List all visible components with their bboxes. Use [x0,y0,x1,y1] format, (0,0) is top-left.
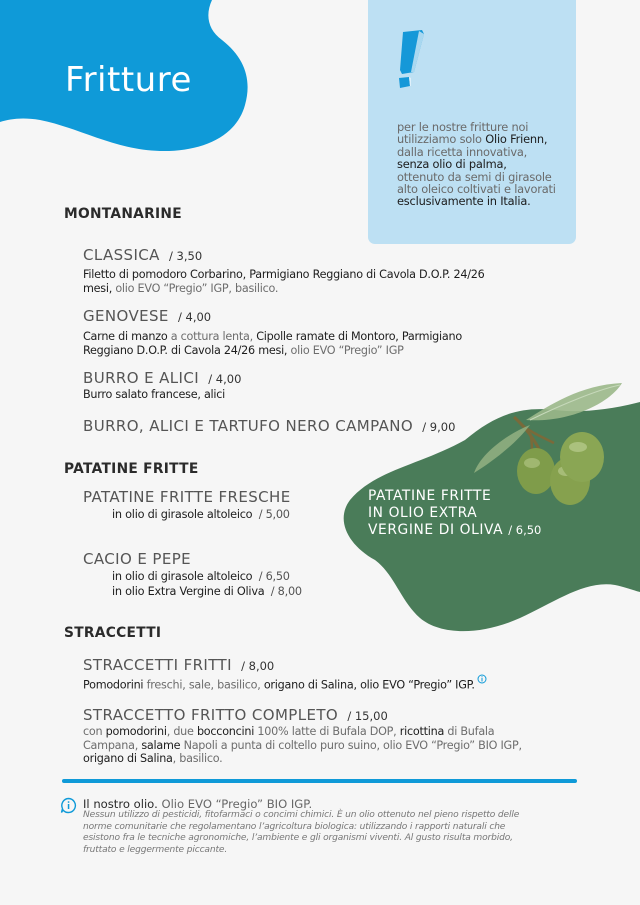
desc-text: mesi, [83,281,113,295]
menu-item-cacio-e-pepe: CACIO E PEPE [83,550,192,568]
desc-text-light: , due [166,725,197,738]
divider [62,779,577,783]
desc-text-light: di Bufala Campana, [83,725,495,752]
item-price: / 4,00 [177,310,212,324]
option-price: / 8,00 [270,585,302,598]
item-price: / 8,00 [241,659,275,673]
item-description [83,674,487,692]
olive-branch-icon [470,375,630,505]
item-option [112,584,302,600]
option-label: in olio di girasole altoleico [112,508,253,521]
notice-text-bold: esclusivamente in Italia. [397,194,531,209]
notice-text-part: dalla ricetta innovativa, [397,144,528,159]
menu-item-classica [83,246,202,264]
featured-item-patatine-evo [368,488,541,539]
desc-text: ricottina [399,725,445,738]
option-price: / 5,00 [258,508,290,521]
featured-line: VERGINE DI OLIVA [368,522,504,538]
menu-item-straccetti-fritti [83,656,274,674]
option-label: in olio Extra Vergine di Oliva [112,585,265,598]
item-description [83,268,553,295]
desc-text-light: Napoli a punta di coltello puro suino, olio EVO “Pregio” BIO IGP, [180,738,522,752]
desc-text-light: , basilico. [172,752,223,765]
option-label: in olio di girasole altoleico [112,570,253,583]
item-price: / 3,50 [169,249,203,263]
menu-item-straccetto-completo [83,706,388,724]
desc-text: Filetto di pomodoro Corbarino, Parmigiano Reggiano di Cavola D.O.P. 24/26 [83,268,485,281]
page-title: Fritture [65,60,192,100]
menu-item-patatine-fresche: PATATINE FRITTE FRESCHE [83,488,291,506]
notice-text-part: ottenuto da semi di girasole alto oleico coltivati e lavorati [397,169,556,197]
item-description [83,725,523,766]
desc-text: olio EVO “Pregio” IGP. [356,678,475,692]
option-price: / 6,50 [258,570,290,583]
notice-text-bold: Olio Frienn, [485,132,548,147]
footnote-subtitle: Olio EVO “Pregio” BIO IGP. [157,797,313,811]
item-name: CLASSICA [83,246,160,264]
desc-text: salame [141,738,181,752]
desc-text-light: olio EVO “Pregio” IGP [287,343,404,357]
item-name: STRACCETTO FRITTO COMPLETO [83,706,339,724]
desc-text: Reggiano D.O.P. di Cavola 24/26 mesi, [83,343,288,357]
oil-notice-box [368,0,576,244]
footnote-title-text: Il nostro olio. [83,797,158,811]
menu-item-burro-alici-tartufo [83,417,455,435]
footnote-body: Nessun utilizzo di pesticidi, fitofarmaci o concimi chimici. È un olio ottenuto nel pieno rispetto delle norme comunitarie che regolamentano l’agricoltura biologica: utilizzando i rapporti naturali che esistono fra le tecniche agronomiche, l’ambiente e gli organismi viventi. Al gusto risulta morbido, fruttato e leggermente piccante. [83,810,520,855]
info-icon[interactable] [477,674,487,684]
item-description [83,330,553,357]
item-price: / 9,00 [422,420,456,434]
desc-text-light: freschi, sale, basilico, [143,678,261,692]
desc-text: Cipolle ramate di Montoro, Parmigiano [252,330,462,343]
featured-price: / 6,50 [508,523,542,537]
item-name: BURRO E ALICI [83,369,200,387]
menu-item-burro-e-alici [83,369,241,387]
desc-text: origano di Salina [83,752,173,765]
desc-text-light: a cottura lenta, [167,330,253,343]
desc-text-light: con [83,725,106,738]
item-name: GENOVESE [83,307,169,325]
section-heading-montanarine: MONTANARINE [64,206,182,222]
section-heading-straccetti: STRACCETTI [64,625,162,641]
item-price: / 4,00 [208,372,242,386]
desc-text: bocconcini [196,725,255,738]
desc-text: Pomodorini [83,678,144,692]
notice-text [397,121,557,208]
menu-item-genovese [83,307,211,325]
footnote-title [83,797,312,811]
exclamation-icon [394,28,426,90]
info-icon [60,797,77,814]
notice-text-bold: senza olio di palma, [397,157,507,172]
item-description: Burro salato francese, alici [83,388,226,401]
desc-text: pomodorini [105,725,167,738]
notice-text-part: per le nostre fritture noi utilizziamo solo [397,120,529,147]
desc-text-light: olio EVO “Pregio” IGP, basilico. [112,281,279,295]
item-name: BURRO, ALICI E TARTUFO NERO CAMPANO [83,417,414,435]
featured-line: PATATINE FRITTE [368,488,492,504]
item-option [112,569,290,585]
item-name: STRACCETTI FRITTI [83,656,232,674]
desc-text-light: 100% latte di Bufala DOP, [254,725,400,738]
item-option [112,507,290,523]
desc-text: origano di Salina, [260,678,357,692]
section-heading-patatine-fritte: PATATINE FRITTE [64,461,199,477]
featured-line: IN OLIO EXTRA [368,505,478,521]
desc-text: Carne di manzo [83,330,168,343]
item-price: / 15,00 [347,709,388,723]
